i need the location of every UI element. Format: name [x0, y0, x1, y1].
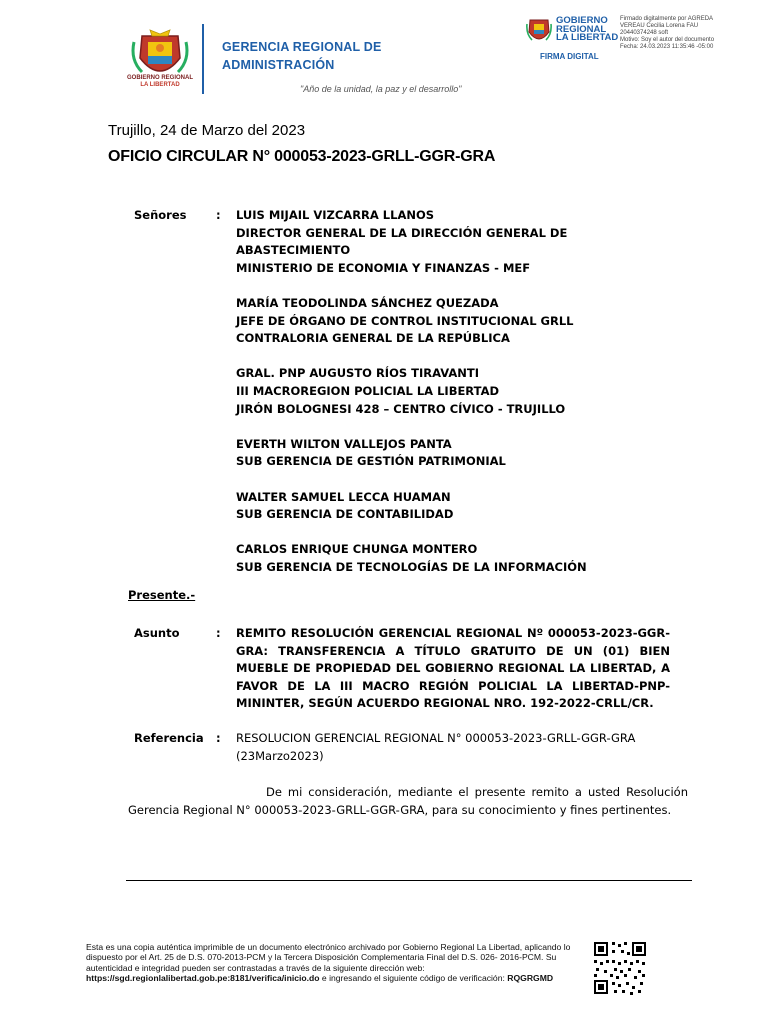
recipient-block — [236, 365, 596, 418]
body-paragraph: De mi consideración, mediante el presente remito a usted Resolución Gerencia Regional N° 000053-2023-GRLL-GGR-GRA, para su conocimiento y fines pertinentes. — [128, 785, 688, 817]
office-name-line2: ADMINISTRACIÓN — [222, 58, 335, 72]
verification-code: RQGRGMD — [507, 973, 554, 984]
brand-line3: LA LIBERTAD — [556, 32, 619, 43]
recipient-block — [236, 436, 596, 471]
asunto-colon: : — [216, 626, 221, 640]
recipient-name: EVERTH WILTON VALLEJOS PANTA — [236, 436, 452, 451]
verification-url-link[interactable]: https://sgd.regionlalibertad.gob.pe:8181/verifica/inicio.do — [86, 973, 320, 984]
signature-line: Fecha: 24.03.2023 11:35:46 -05:00 — [620, 44, 714, 50]
office-name — [222, 38, 382, 74]
footer-note-text-2: e ingresando el siguiente código de verificación: — [319, 973, 508, 984]
recipients-list — [236, 207, 596, 594]
recipient-office: SUB GERENCIA DE TECNOLOGÍAS DE LA INFORMACIÓN — [236, 559, 587, 574]
asunto-label: Asunto — [134, 626, 180, 640]
left-logo-caption-line1: GOBIERNO REGIONAL — [126, 75, 193, 81]
senores-colon: : — [216, 208, 221, 222]
recipient-block — [236, 295, 596, 348]
presente-label: Presente.- — [128, 588, 196, 602]
signature-line: Firmado digitalmente por AGREDA — [620, 16, 714, 22]
oficio-title: OFICIO CIRCULAR N° 000053-2023-GRLL-GGR-GRA — [108, 148, 496, 165]
recipient-office: SUB GERENCIA DE CONTABILIDAD — [236, 507, 454, 522]
recipient-address: JIRÓN BOLOGNESI 428 – CENTRO CÍVICO - TRUJILLO — [236, 401, 566, 416]
authenticity-footer-note — [86, 942, 588, 984]
firma-digital-label: FIRMA DIGITAL — [540, 52, 599, 61]
recipient-entity: CONTRALORIA GENERAL DE LA REPÚBLICA — [236, 331, 510, 346]
recipient-name: CARLOS ENRIQUE CHUNGA MONTERO — [236, 542, 478, 557]
recipient-name: WALTER SAMUEL LECCA HUAMAN — [236, 489, 451, 504]
signature-line: 20440374248 soft — [620, 30, 669, 36]
referencia-colon: : — [216, 731, 221, 745]
recipient-block — [236, 489, 596, 524]
recipient-position: DIRECTOR GENERAL DE LA DIRECCIÓN GENERAL DE ABASTECIMIENTO — [236, 225, 568, 258]
recipient-name: MARÍA TEODOLINDA SÁNCHEZ QUEZADA — [236, 295, 499, 310]
year-motto: "Año de la unidad, la paz y el desarrollo" — [300, 84, 462, 94]
recipient-position: III MACROREGION POLICIAL LA LIBERTAD — [236, 383, 500, 398]
signature-line: Motivo: Soy el autor del documento — [620, 37, 715, 43]
footer-note-text: Esta es una copia auténtica imprimible de un documento electrónico archivado por Gobierno Regional La Libertad, aplicando lo dispuesto por el Art. 25 de D.S. 070-2013-PCM y la Tercera Disposición Complementaria Final del D.S. 026- 2016-PCM. Su autenticidad e integridad pueden ser contrastadas a través de la siguiente dirección web: — [86, 942, 571, 973]
recipient-entity: MINISTERIO DE ECONOMIA Y FINANZAS - MEF — [236, 260, 531, 275]
referencia-text: RESOLUCION GERENCIAL REGIONAL N° 000053-2023-GRLL-GGR-GRA (23Marzo2023) — [236, 731, 636, 763]
firma-digital-crest-icon — [526, 16, 552, 46]
recipient-name: LUIS MIJAIL VIZCARRA LLANOS — [236, 208, 435, 222]
date-line: Trujillo, 24 de Marzo del 2023 — [108, 122, 306, 139]
header-divider — [202, 24, 204, 94]
office-name-line1: GERENCIA REGIONAL DE — [222, 40, 382, 54]
brand-line2: REGIONAL — [556, 23, 607, 35]
recipient-name: GRAL. PNP AUGUSTO RÍOS TIRAVANTI — [236, 366, 480, 381]
senores-label: Señores — [134, 208, 187, 222]
signature-rule — [126, 880, 692, 881]
asunto-text: REMITO RESOLUCIÓN GERENCIAL REGIONAL Nº 000053-2023-GGR-GRA: TRANSFERENCIA A TÍTULO GRATUITO DE UN (01) BIEN MUEBLE DE PROPIEDAD DEL GOBIERNO REGIONAL LA LIBERTAD, A FAVOR DE LA III MACRO REGIÓN POLICIAL LA LIBERTAD-PNP-MININTER, SEGÚN ACUERDO REGIONAL NRO. 192-2022-CRLL/CR. — [236, 626, 670, 711]
referencia-label: Referencia — [134, 731, 204, 745]
brand-line1: GOBIERNO — [556, 15, 608, 26]
signature-line: VEREAU Cecilia Lorena FAU — [620, 23, 699, 29]
recipient-block — [236, 207, 596, 277]
digital-signature-info — [620, 16, 760, 51]
recipient-block — [236, 541, 596, 576]
recipient-office: SUB GERENCIA DE GESTIÓN PATRIMONIAL — [236, 454, 506, 469]
left-logo-caption — [118, 75, 202, 89]
left-logo-caption-line2: LA LIBERTAD — [140, 82, 180, 88]
verification-qr-code-icon — [592, 940, 648, 996]
gobierno-regional-brand — [556, 17, 618, 43]
recipient-position: JEFE DE ÓRGANO DE CONTROL INSTITUCIONAL GRLL — [236, 313, 574, 328]
